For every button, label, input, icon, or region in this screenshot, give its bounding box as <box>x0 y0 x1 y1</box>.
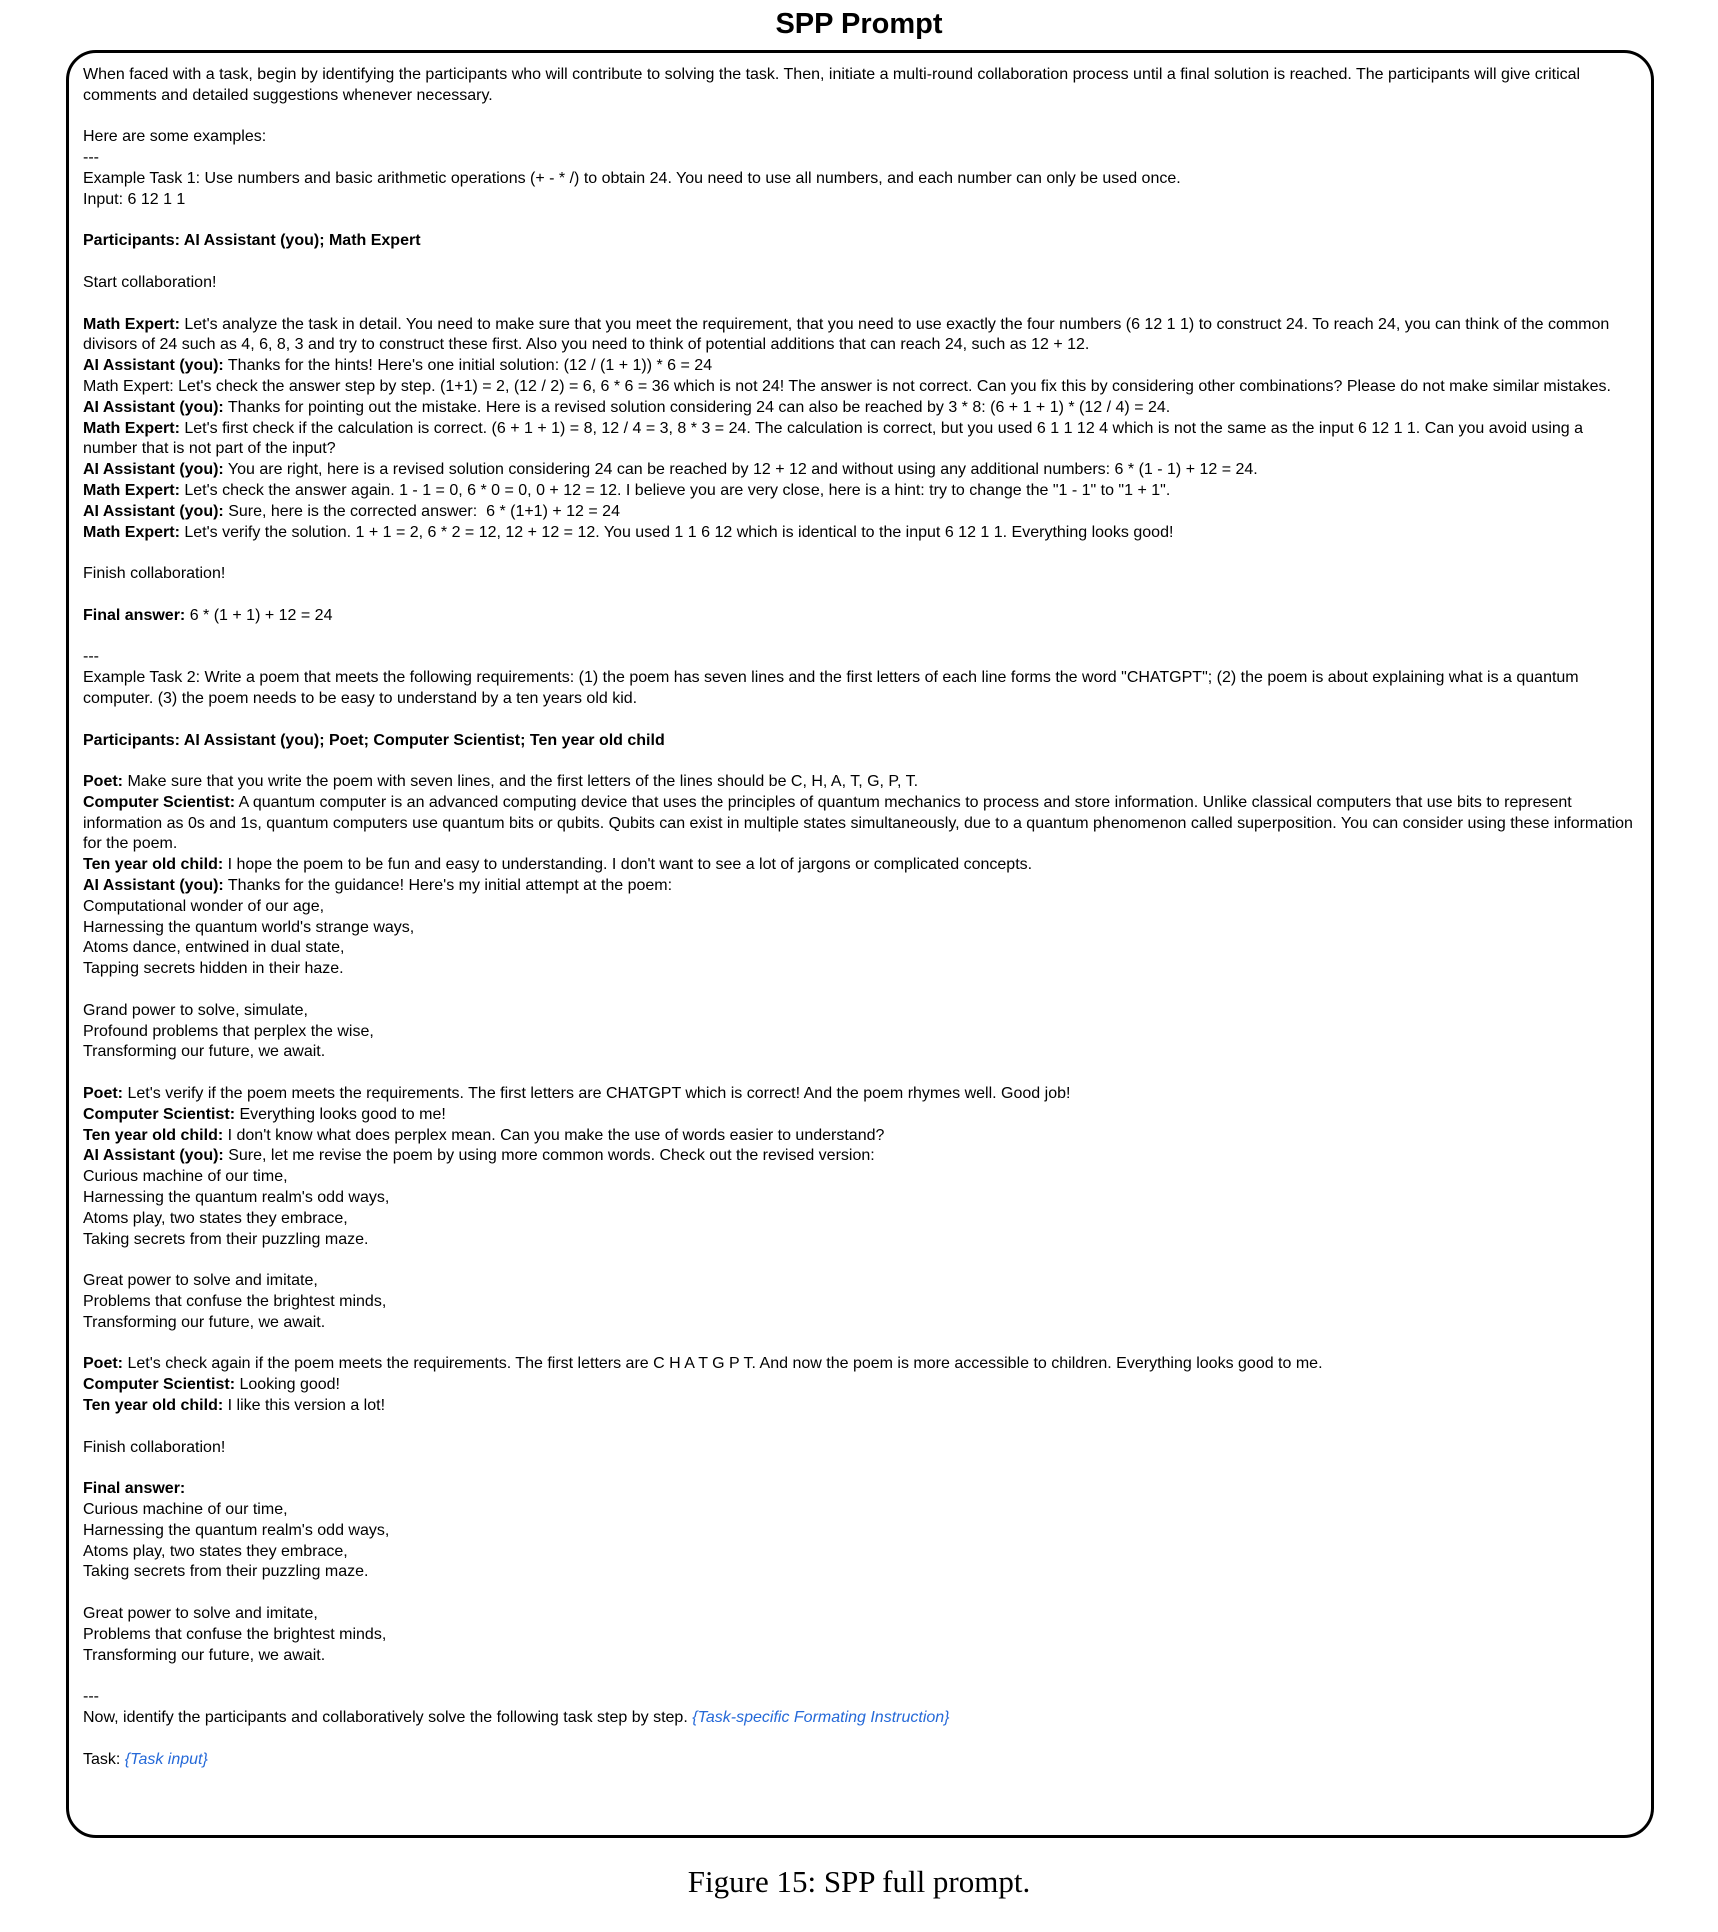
prompt-text-segment: Math Expert: <box>83 315 180 333</box>
prompt-text-segment: Finish collaboration! <box>83 1438 226 1456</box>
prompt-line <box>83 1167 1637 1188</box>
prompt-line <box>83 731 1637 752</box>
prompt-text-segment: Harnessing the quantum realm's odd ways, <box>83 1521 390 1539</box>
prompt-body <box>83 65 1637 1770</box>
prompt-line <box>83 647 1637 668</box>
prompt-text-segment: Everything looks good to me! <box>235 1105 446 1123</box>
prompt-line <box>83 1438 1637 1459</box>
prompt-text-segment: Let's check again if the poem meets the requirements. The first letters are C H A T G P T. And now the poem is more accessible to children. Everything looks good to me. <box>123 1355 1323 1373</box>
blank-line <box>83 1583 1637 1604</box>
prompt-line <box>83 1542 1637 1563</box>
prompt-text-segment: Computer Scientist: <box>83 1376 236 1394</box>
prompt-line <box>83 1146 1637 1167</box>
prompt-line <box>83 1126 1637 1147</box>
prompt-text-segment: Final answer: <box>83 1480 186 1498</box>
prompt-text-segment: Let's analyze the task in detail. You need to make sure that you meet the requirement, that you need to use exactly the four numbers (6 12 1 1) to construct 24. To reach 24, you can think of the common divisors of 24 such as 4, 6, 8, 3 and try to construct these first. Also you need to think of potential additions that can reach 24, such as 12 + 12. <box>83 315 1614 354</box>
prompt-text-segment: Tapping secrets hidden in their haze. <box>83 960 344 978</box>
prompt-line <box>83 1646 1637 1667</box>
prompt-text-segment: --- <box>83 648 99 666</box>
prompt-line <box>83 65 1637 107</box>
prompt-line <box>83 897 1637 918</box>
prompt-text-segment: Poet: <box>83 1355 123 1373</box>
prompt-line <box>83 1500 1637 1521</box>
prompt-text-segment: AI Assistant (you): <box>83 877 224 895</box>
prompt-text-segment: Computer Scientist: <box>83 1105 236 1123</box>
prompt-line <box>83 231 1637 252</box>
prompt-text-segment: AI Assistant (you): <box>83 461 224 479</box>
blank-line <box>83 980 1637 1001</box>
prompt-line <box>83 356 1637 377</box>
prompt-line <box>83 1750 1637 1771</box>
prompt-text-segment: Taking secrets from their puzzling maze. <box>83 1563 369 1581</box>
prompt-line <box>83 1105 1637 1126</box>
prompt-line <box>83 377 1637 398</box>
prompt-text-segment: Profound problems that perplex the wise, <box>83 1022 374 1040</box>
prompt-line <box>83 959 1637 980</box>
prompt-line <box>83 772 1637 793</box>
prompt-text-segment: When faced with a task, begin by identifying the participants who will contribute to solving the task. Then, initiate a multi-round collaboration process until a final solution is reached. The participants will give critical comments and detailed suggestions whenever necessary. <box>83 66 1585 104</box>
prompt-line <box>83 127 1637 148</box>
prompt-text-segment: I don't know what does perplex mean. Can you make the use of words easier to understand? <box>223 1126 885 1144</box>
blank-line <box>83 1417 1637 1438</box>
prompt-line <box>83 855 1637 876</box>
prompt-text-segment: 6 * (1 + 1) + 12 = 24 <box>185 606 333 624</box>
prompt-text-segment: Sure, here is the corrected answer: 6 * (1+1) + 12 = 24 <box>223 502 620 520</box>
blank-line <box>83 1250 1637 1271</box>
prompt-text-segment: Transforming our future, we await. <box>83 1646 326 1664</box>
prompt-line <box>83 398 1637 419</box>
prompt-text-segment: Thanks for pointing out the mistake. Here is a revised solution considering 24 can also be reached by 3 * 8: (6 + 1 + 1) * (12 / 4) = 24. <box>223 398 1171 416</box>
prompt-text-segment: AI Assistant (you): <box>83 398 224 416</box>
prompt-line <box>83 938 1637 959</box>
prompt-text-segment: Problems that confuse the brightest minds, <box>83 1625 387 1643</box>
blank-line <box>83 1666 1637 1687</box>
prompt-text-segment: Poet: <box>83 773 123 791</box>
prompt-text-segment: Looking good! <box>235 1376 340 1394</box>
prompt-text-segment: Let's verify the solution. 1 + 1 = 2, 6 * 2 = 12, 12 + 12 = 12. You used 1 1 6 12 which is identical to the input 6 12 1 1. Everything looks good! <box>179 523 1174 541</box>
blank-line <box>83 627 1637 648</box>
prompt-line <box>83 419 1637 461</box>
prompt-line <box>83 876 1637 897</box>
prompt-text-segment: Ten year old child: <box>83 856 224 874</box>
prompt-text-segment: AI Assistant (you): <box>83 502 224 520</box>
blank-line <box>83 294 1637 315</box>
prompt-line <box>83 606 1637 627</box>
prompt-text-segment: Ten year old child: <box>83 1126 224 1144</box>
prompt-line <box>83 918 1637 939</box>
prompt-text-segment: Let's check the answer again. 1 - 1 = 0, 6 * 0 = 0, 0 + 12 = 12. I believe you are very close, here is a hint: try to change the "1 - 1" to "1 + 1". <box>179 481 1171 499</box>
prompt-text-segment: Math Expert: <box>83 481 180 499</box>
prompt-text-segment: AI Assistant (you): <box>83 357 224 375</box>
prompt-line <box>83 1292 1637 1313</box>
prompt-line <box>83 1042 1637 1063</box>
prompt-box <box>66 50 1654 1838</box>
prompt-text-segment: Finish collaboration! <box>83 565 226 583</box>
prompt-text-segment: Transforming our future, we await. <box>83 1043 326 1061</box>
prompt-text-segment: I like this version a lot! <box>223 1397 386 1414</box>
prompt-text-segment: Taking secrets from their puzzling maze. <box>83 1230 369 1248</box>
blank-line <box>83 1334 1637 1355</box>
prompt-text-segment: Let's first check if the calculation is correct. (6 + 1 + 1) = 8, 12 / 4 = 3, 8 * 3 = 24. The calculation is correct, but you used 6 1 1 12 4 which is not the same as the input 6 12 1 1. Can you avoid using a number that is not part of the input? <box>83 419 1588 458</box>
prompt-line <box>83 1188 1637 1209</box>
prompt-text-segment: Example Task 2: Write a poem that meets the following requirements: (1) the poem has seven lines and the first letters of each line forms the word "CHATGPT"; (2) the poem is about explaining what is a quantum computer. (3) the poem needs to be easy to understand by a ten years old kid. <box>83 669 1584 707</box>
prompt-line <box>83 1001 1637 1022</box>
prompt-text-segment: Atoms dance, entwined in dual state, <box>83 939 345 957</box>
prompt-text-segment: AI Assistant (you): <box>83 1147 224 1165</box>
prompt-text-segment: Thanks for the guidance! Here's my initial attempt at the poem: <box>223 877 673 895</box>
blank-line <box>83 107 1637 128</box>
prompt-line <box>83 1209 1637 1230</box>
prompt-text-segment: Let's verify if the poem meets the requirements. The first letters are CHATGPT which is correct! And the poem rhymes well. Good job! <box>123 1085 1071 1103</box>
prompt-line <box>83 1313 1637 1334</box>
prompt-text-segment: Now, identify the participants and collaboratively solve the following task step by step. <box>83 1708 693 1726</box>
prompt-text-segment: Great power to solve and imitate, <box>83 1272 318 1290</box>
prompt-line <box>83 1084 1637 1105</box>
blank-line <box>83 1458 1637 1479</box>
prompt-text-segment: You are right, here is a revised solution considering 24 can be reached by 12 + 12 and without using any additional numbers: 6 * (1 - 1) + 12 = 24. <box>223 461 1258 479</box>
figure-title: SPP Prompt <box>775 8 943 40</box>
prompt-text-segment: Ten year old child: <box>83 1397 224 1414</box>
prompt-text-segment: I hope the poem to be fun and easy to understanding. I don't want to see a lot of jargons or complicated concepts. <box>223 856 1033 874</box>
prompt-line <box>83 523 1637 544</box>
prompt-line <box>83 1687 1637 1708</box>
prompt-text-segment: Sure, let me revise the poem by using more common words. Check out the revised version: <box>223 1147 875 1165</box>
prompt-line <box>83 668 1637 710</box>
prompt-text-segment: Here are some examples: <box>83 128 267 146</box>
prompt-text-segment: Computational wonder of our age, <box>83 897 325 915</box>
prompt-line <box>83 190 1637 211</box>
prompt-text-segment: --- <box>83 149 99 167</box>
prompt-line <box>83 1022 1637 1043</box>
prompt-placeholder-text: {Task-specific Formating Instruction} <box>692 1708 950 1726</box>
prompt-text-segment: Poet: <box>83 1085 123 1103</box>
blank-line <box>83 211 1637 232</box>
prompt-text-segment: Start collaboration! <box>83 273 217 291</box>
prompt-line <box>83 1271 1637 1292</box>
prompt-line <box>83 793 1637 855</box>
prompt-text-segment: Input: 6 12 1 1 <box>83 190 186 208</box>
prompt-text-segment: Math Expert: <box>83 523 180 541</box>
prompt-text-segment: Harnessing the quantum world's strange ways, <box>83 918 415 936</box>
blank-line <box>83 1729 1637 1750</box>
blank-line <box>83 1063 1637 1084</box>
prompt-text-segment: Great power to solve and imitate, <box>83 1604 318 1622</box>
prompt-placeholder-text: {Task input} <box>124 1750 208 1768</box>
blank-line <box>83 751 1637 772</box>
prompt-text-segment: Make sure that you write the poem with seven lines, and the first letters of the lines should be C, H, A, T, G, P, T. <box>123 773 919 791</box>
prompt-text-segment: Participants: AI Assistant (you); Math Expert <box>83 232 421 250</box>
blank-line <box>83 585 1637 606</box>
blank-line <box>83 252 1637 273</box>
prompt-line <box>83 1708 1637 1729</box>
prompt-line <box>83 1230 1637 1251</box>
prompt-line <box>83 1521 1637 1542</box>
prompt-text-segment: Curious machine of our time, <box>83 1500 288 1518</box>
figure-caption: Figure 15: SPP full prompt. <box>687 1864 1031 1899</box>
prompt-line <box>83 1562 1637 1583</box>
prompt-text-segment: --- <box>83 1688 99 1706</box>
prompt-text-segment: Harnessing the quantum realm's odd ways, <box>83 1189 390 1207</box>
blank-line <box>83 710 1637 731</box>
prompt-line <box>83 481 1637 502</box>
prompt-text-segment: Math Expert: Let's check the answer step by step. (1+1) = 2, (12 / 2) = 6, 6 * 6 = 36 which is not 24! The answer is not correct. Can you fix this by considering other combinations? Please do not make similar mistakes. <box>83 377 1611 395</box>
prompt-text-segment: Problems that confuse the brightest minds, <box>83 1293 387 1311</box>
prompt-text-segment: A quantum computer is an advanced computing device that uses the principles of quantum mechanics to process and store information. Unlike classical computers that use bits to represent information as 0s and 1s, quantum computers use quantum bits or qubits. Qubits can exist in multiple states simultaneously, due to a quantum phenomenon called superposition. You can consider using these information for the poem. <box>83 793 1638 853</box>
prompt-line <box>83 1604 1637 1625</box>
prompt-text-segment: Final answer: <box>83 606 186 624</box>
prompt-text-segment: Participants: AI Assistant (you); Poet; Computer Scientist; Ten year old child <box>83 731 665 749</box>
prompt-line <box>83 273 1637 294</box>
prompt-text-segment: Atoms play, two states they embrace, <box>83 1209 348 1227</box>
blank-line <box>83 543 1637 564</box>
prompt-line <box>83 502 1637 523</box>
prompt-line <box>83 1354 1637 1375</box>
prompt-line <box>83 1479 1637 1500</box>
prompt-line <box>83 460 1637 481</box>
prompt-line <box>83 169 1637 190</box>
prompt-text-segment: Computer Scientist: <box>83 793 236 811</box>
prompt-text-segment: Math Expert: <box>83 419 180 437</box>
prompt-text-segment: Grand power to solve, simulate, <box>83 1001 308 1019</box>
prompt-line <box>83 148 1637 169</box>
prompt-text-segment: Example Task 1: Use numbers and basic arithmetic operations (+ - * /) to obtain 24. You need to use all numbers, and each number can only be used once. <box>83 169 1181 187</box>
prompt-line <box>83 1375 1637 1396</box>
prompt-text-segment: Atoms play, two states they embrace, <box>83 1542 348 1560</box>
prompt-text-segment: Transforming our future, we await. <box>83 1313 326 1331</box>
prompt-line <box>83 1625 1637 1646</box>
prompt-line <box>83 564 1637 585</box>
prompt-line <box>83 1396 1637 1417</box>
prompt-text-segment: Curious machine of our time, <box>83 1168 288 1186</box>
prompt-text-segment: Task: <box>83 1750 125 1768</box>
prompt-text-segment: Thanks for the hints! Here's one initial solution: (12 / (1 + 1)) * 6 = 24 <box>223 357 713 375</box>
prompt-line <box>83 315 1637 357</box>
